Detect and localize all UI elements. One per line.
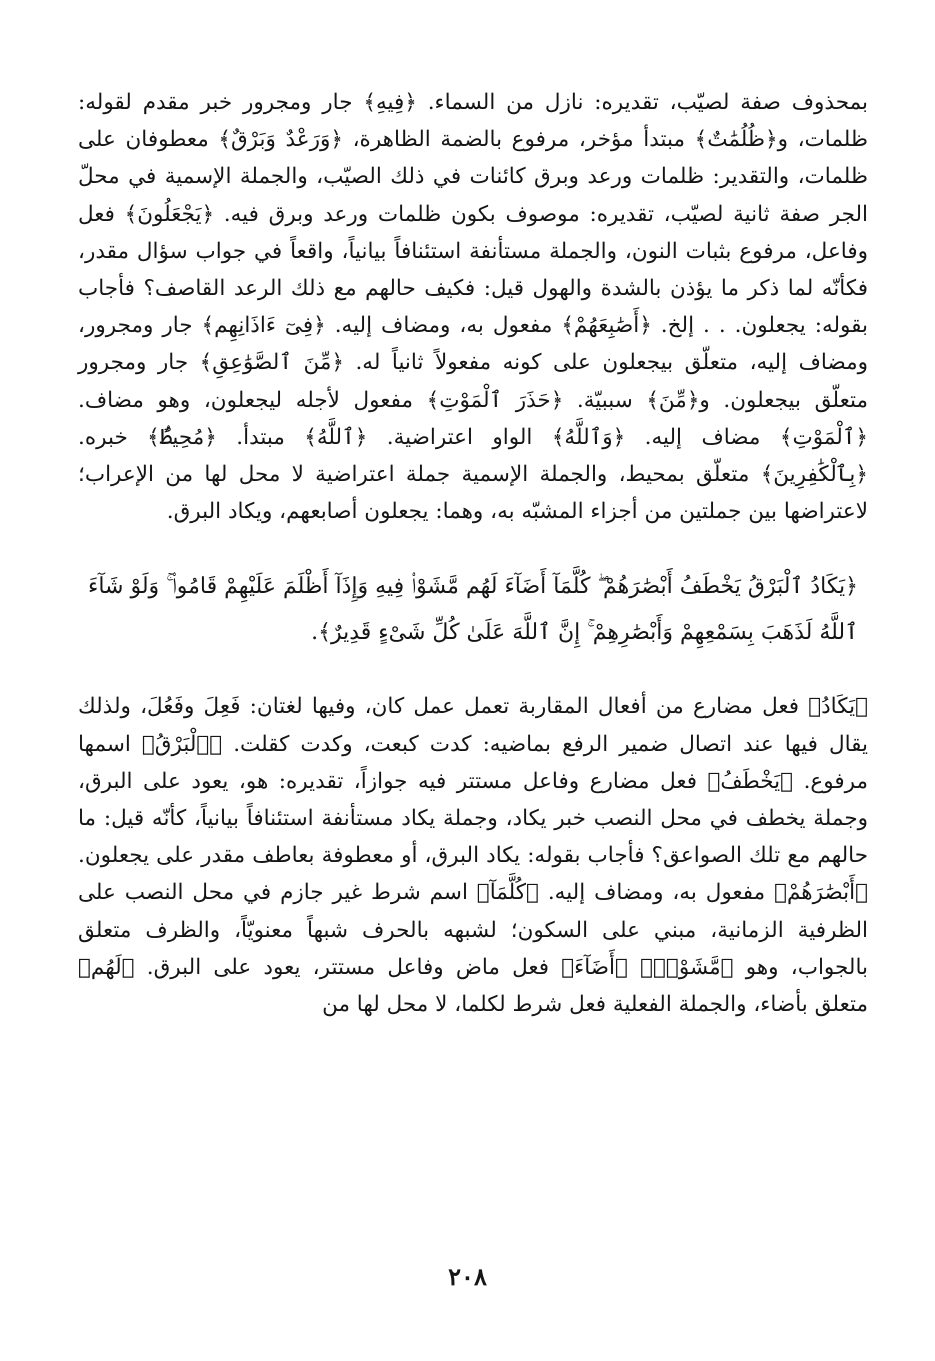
page-number: ٢٠٨: [448, 1262, 487, 1291]
page-body: [78, 84, 868, 1023]
quran-verse: ﴿يَكَادُ ٱلْبَرْقُ يَخْطَفُ أَبْصَٰرَهُمْ ۖ كُلَّمَآ أَضَآءَ لَهُم مَّشَوْا۟ فِيهِ وَإِذَآ أَظْلَمَ عَلَيْهِمْ قَامُوا۟ ۚ وَلَوْ شَآءَ ٱللَّهُ لَذَهَبَ بِسَمْعِهِمْ وَأَبْصَٰرِهِمْ ۚ إِنَّ ٱللَّهَ عَلَىٰ كُلِّ شَىْءٍ قَدِيرٌ﴾.: [88, 574, 858, 646]
commentary-paragraph-2: ﴿يَكَادُ﴾ فعل مضارع من أفعال المقاربة تعمل عمل كان، وفيها لغتان: فَعِلَ وفَعُلَ، ولذلك يقال فيها عند اتصال ضمير الرفع بماضيه: كدت كبعت، وكدت كقلت. ﴿ٱلْبَرْقُ﴾ اسمها مرفوع. ﴿يَخْطَفُ﴾ فعل مضارع وفاعل مستتر فيه جوازاً، تقديره: هو، يعود على البرق، وجملة يخطف في محل النصب خبر يكاد، وجملة يكاد مستأنفة استئنافاً بيانياً، كأنّه قيل: ما حالهم مع تلك الصواعق؟ فأجاب بقوله: يكاد البرق، أو معطوفة بعاطف مقدر على يجعلون. ﴿أَبْصَٰرَهُمْ﴾ مفعول به، ومضاف إليه. ﴿كُلَّمَآ﴾ اسم شرط غير جازم في محل النصب على الظرفية الزمانية، مبني على السكون؛ لشبهه بالحرف شبهاً معنويّاً، والظرف متعلق بالجواب، وهو ﴿مَّشَوْا۟﴾ ﴿أَضَآءَ﴾ فعل ماض وفاعل مستتر، يعود على البرق. ﴿لَهُم﴾ متعلق بأضاء، والجملة الفعلية فعل شرط لكلما، لا محل لها من: [78, 694, 868, 1018]
commentary-paragraph-1: بمحذوف صفة لصيّب، تقديره: نازل من السماء. ﴿فِيهِ﴾ جار ومجرور خبر مقدم لقوله: ظلمات، و﴿ظُلُمَٰتٌ﴾ مبتدأ مؤخر، مرفوع بالضمة الظاهرة، ﴿وَرَعْدٌ وَبَرْقٌ﴾ معطوفان على ظلمات، والتقدير: ظلمات ورعد وبرق كائنات في ذلك الصيّب، والجملة الإسمية في محلّ الجر صفة ثانية لصيّب، تقديره: موصوف بكون ظلمات ورعد وبرق فيه. ﴿يَجْعَلُونَ﴾ فعل وفاعل، مرفوع بثبات النون، والجملة مستأنفة استئنافاً بيانياً، واقعاً في جواب سؤال مقدر، فكأنّه لما ذكر ما يؤذن بالشدة والهول قيل: فكيف حالهم مع ذلك الرعد القاصف؟ فأجاب بقوله: يجعلون. . . إلخ. ﴿أَصَٰبِعَهُمْ﴾ مفعول به، ومضاف إليه. ﴿فِىٓ ءَاذَانِهِم﴾ جار ومجرور، ومضاف إليه، متعلّق بيجعلون على كونه مفعولاً ثانياً له. ﴿مِّنَ ٱلصَّوَٰعِقِ﴾ جار ومجرور متعلّق بيجعلون. و﴿مِّنَ﴾ سببيّة. ﴿حَذَرَ ٱلْمَوْتِ﴾ مفعول لأجله ليجعلون، وهو مضاف. ﴿ٱلْمَوْتِ﴾ مضاف إليه. ﴿وَٱللَّهُ﴾ الواو اعتراضية. ﴿ٱللَّهُ﴾ مبتدأ. ﴿مُحِيطٌۢ﴾ خبره. ﴿بِٱلْكَٰفِرِينَ﴾ متعلّق بمحيط، والجملة الإسمية جملة اعتراضية لا محل لها من الإعراب؛ لاعتراضها بين جملتين من أجزاء المشبّه به، وهما: يجعلون أصابعهم، ويكاد البرق.: [78, 90, 868, 525]
